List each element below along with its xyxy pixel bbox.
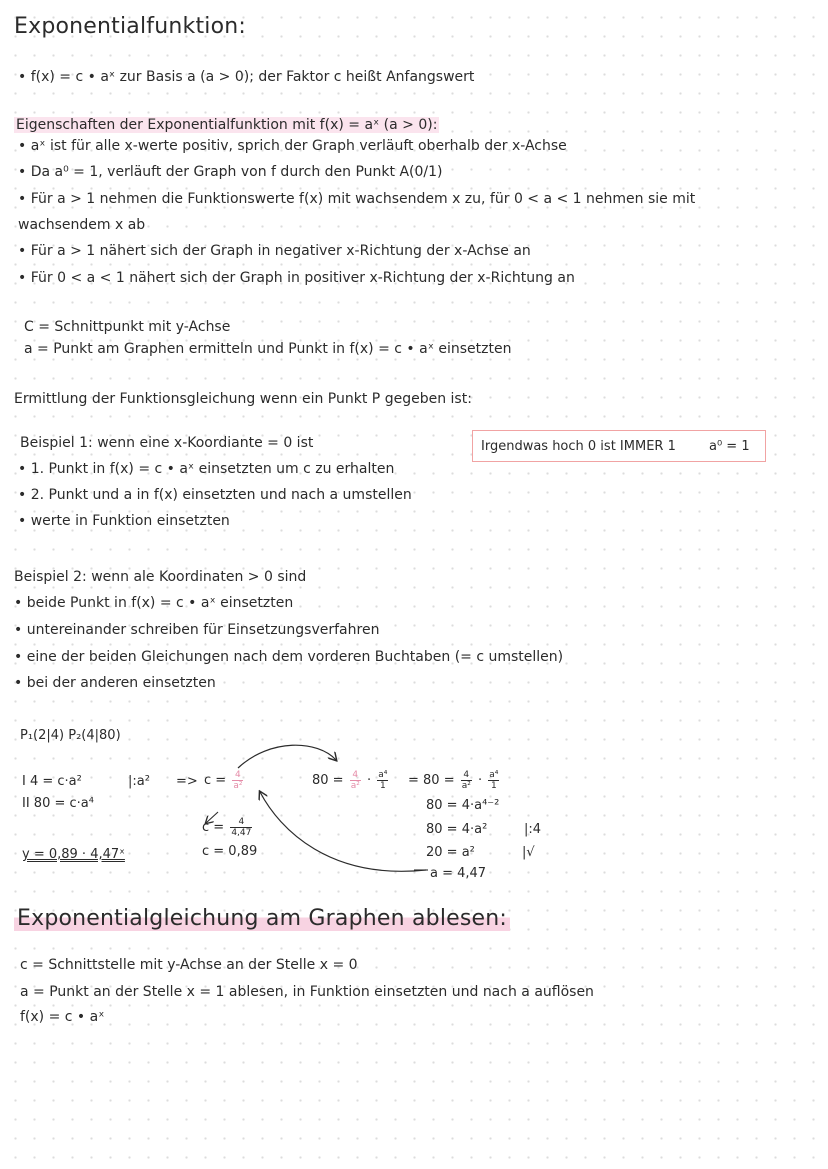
c-fraction-numerator: 4: [232, 770, 243, 781]
substitution-lhs: 80 =: [312, 773, 344, 788]
example2-heading: Beispiel 2: wenn ale Koordinaten > 0 sind: [14, 569, 307, 585]
example2-item: • bei der anderen einsetzten: [14, 675, 216, 691]
substitution-f2-denominator: 1: [379, 781, 386, 791]
property-item: • Für a > 1 nehmen die Funktionswerte f(x) mit wachsendem x zu, für 0 < a < 1 nehmen sie mit: [18, 191, 696, 207]
note-formula: a⁰ = 1: [709, 439, 750, 454]
graph-item: c = Schnittstelle mit y-Achse an der Stelle x = 0: [20, 957, 358, 973]
intro-bullet: • f(x) = c • aˣ zur Basis a (a > 0); der Faktor c heißt Anfangswert: [18, 69, 475, 85]
c-expression-label: c =: [204, 773, 227, 788]
note-text: Irgendwas hoch 0 ist IMMER 1: [481, 439, 676, 454]
property-text: Für 0 < a < 1 nähert sich der Graph in positiver x-Richtung der x-Richtung an: [30, 270, 575, 286]
step-3-operation: |:4: [524, 822, 542, 837]
result-equation: y = 0,89 · 4,47ˣ: [22, 847, 125, 862]
step-1-lhs: = 80 =: [408, 773, 455, 788]
step-4: 20 = a²: [426, 845, 475, 860]
properties-heading-text: Eigenschaften der Exponentialfunktion mit f(x) = aˣ (a > 0):: [16, 117, 438, 133]
equation-2: II 80 = c·a⁴: [22, 796, 94, 811]
example2-text: bei der anderen einsetzten: [26, 675, 216, 691]
substitution: 80 = $\frac{4}{\text{a²}}$ · $\frac{\text{a⁴}}{1}$: [312, 770, 388, 791]
page-title: Exponentialfunktion:: [14, 14, 247, 39]
step-1-f2-denominator: 1: [490, 781, 497, 791]
example2-text: eine der beiden Gleichungen nach dem vorderen Buchtaben (= c umstellen): [26, 649, 564, 665]
property-item: • Da a⁰ = 1, verläuft der Graph von f durch den Punkt A(0/1): [18, 164, 443, 180]
example1-text: 1. Punkt in f(x) = c • aˣ einsetzten um c zu erhalten: [30, 461, 395, 477]
property-item: • Für 0 < a < 1 nähert sich der Graph in positiver x-Richtung der x-Richtung an: [18, 270, 575, 286]
example2-item: • eine der beiden Gleichungen nach dem vorderen Buchtaben (= c umstellen): [14, 649, 564, 665]
graph-section-heading-text: Exponentialgleichung am Graphen ablesen:: [14, 906, 510, 931]
short-arrow: [206, 812, 218, 823]
step-1-f1-numerator: 4: [461, 770, 472, 781]
example1-heading: Beispiel 1: wenn eine x-Koordiante = 0 ist: [20, 435, 314, 451]
substitution-f1-numerator: 4: [350, 770, 361, 781]
example2-item: • untereinander schreiben für Einsetzungsverfahren: [14, 622, 380, 638]
step-1: = 80 = $\frac{4}{\text{a²}}$ · $\frac{\text{a⁴}}{1}$: [408, 770, 499, 791]
property-text: Für a > 1 nehmen die Funktionswerte f(x) mit wachsendem x zu, für 0 < a < 1 nehmen sie mit: [30, 191, 696, 207]
substitute-arrow: [238, 745, 336, 768]
equation-1: I 4 = c·a²: [22, 774, 82, 789]
step-4-operation: |√: [522, 845, 535, 860]
step-1-f2-numerator: a⁴: [489, 770, 499, 780]
determination-heading: Ermittlung der Funktionsgleichung wenn ein Punkt P gegeben ist:: [14, 391, 472, 407]
property-text: Für a > 1 nähert sich der Graph in negativer x-Richtung der x-Achse an: [30, 243, 531, 259]
property-item: • Für a > 1 nähert sich der Graph in negativer x-Richtung der x-Achse an: [18, 243, 531, 259]
implies-arrow: =>: [176, 774, 198, 789]
intro-bullet-text: f(x) = c • aˣ zur Basis a (a > 0); der Faktor c heißt Anfangswert: [30, 69, 475, 85]
property-text: aˣ ist für alle x-werte positiv, sprich der Graph verläuft oberhalb der x-Achse: [30, 138, 567, 154]
given-points: P₁(2|4) P₂(4|80): [20, 728, 121, 743]
c-substitution-numerator: 4: [230, 817, 252, 828]
property-item: • aˣ ist für alle x-werte positiv, sprich der Graph verläuft oberhalb der x-Achse: [18, 138, 567, 154]
property-text: Da a⁰ = 1, verläuft der Graph von f durch den Punkt A(0/1): [30, 164, 443, 180]
step-5: a = 4,47: [430, 866, 487, 881]
c-substitution-denominator: 4,47: [231, 828, 252, 838]
example2-text: beide Punkt in f(x) = c • aˣ einsetzten: [26, 595, 294, 611]
equation-1-operation: |:a²: [128, 774, 150, 789]
example1-item: • 2. Punkt und a in f(x) einsetzten und nach a umstellen: [18, 487, 412, 503]
c-fraction-denominator: a²: [233, 781, 243, 791]
example2-item: • beide Punkt in f(x) = c • aˣ einsetzten: [14, 595, 294, 611]
graph-item: f(x) = c • aˣ: [20, 1009, 105, 1025]
example1-text: werte in Funktion einsetzten: [30, 513, 230, 529]
back-substitute-arrow: [260, 792, 426, 871]
c-substitution-label: c =: [202, 820, 225, 835]
a-definition: a = Punkt am Graphen ermitteln und Punkt in f(x) = c • aˣ einsetzten: [24, 341, 512, 357]
example1-item: • werte in Funktion einsetzten: [18, 513, 230, 529]
substitution-f1-denominator: a²: [350, 781, 360, 791]
example1-item: • 1. Punkt in f(x) = c • aˣ einsetzten um c zu erhalten: [18, 461, 395, 477]
step-3: 80 = 4·a²: [426, 822, 488, 837]
example2-text: untereinander schreiben für Einsetzungsverfahren: [26, 622, 380, 638]
c-value: c = 0,89: [202, 844, 258, 859]
step-2: 80 = 4·a⁴⁻²: [426, 798, 500, 813]
substitution-f2-numerator: a⁴: [378, 770, 388, 780]
property-item-continued: wachsendem x ab: [18, 217, 146, 233]
graph-item: a = Punkt an der Stelle x = 1 ablesen, in Funktion einsetzten und nach a auflösen: [20, 984, 594, 1000]
graph-section-heading: [14, 906, 510, 931]
example1-text: 2. Punkt und a in f(x) einsetzten und nach a umstellen: [30, 487, 412, 503]
step-1-f1-denominator: a²: [461, 781, 471, 791]
c-definition: C = Schnittpunkt mit y-Achse: [24, 319, 231, 335]
